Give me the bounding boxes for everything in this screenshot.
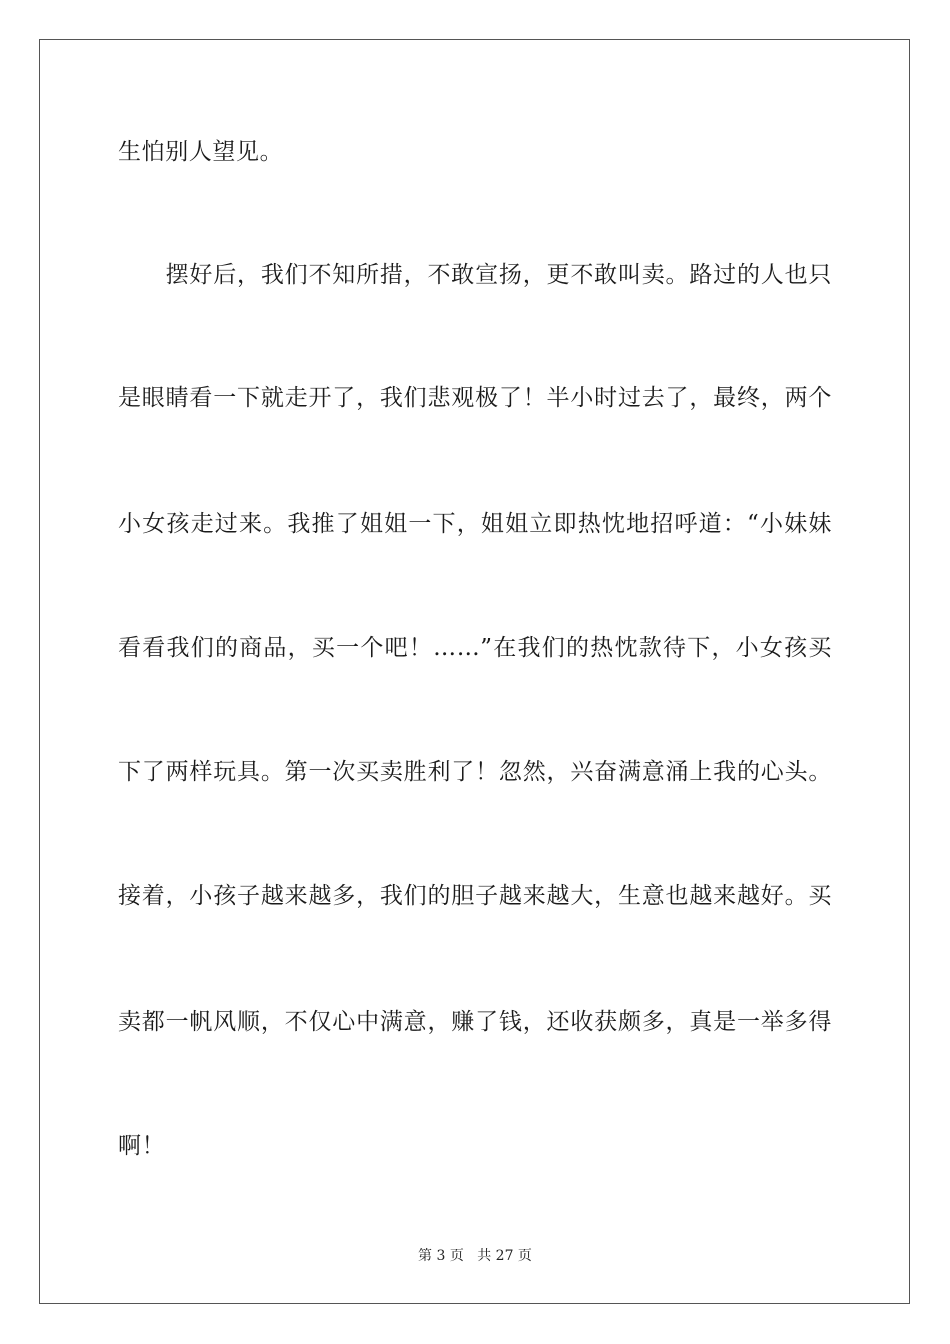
text-line-2: 摆好后，我们不知所措，不敢宣扬，更不敢叫卖。路过的人也只	[118, 262, 832, 288]
text-line-3: 是眼睛看一下就走开了，我们悲观极了！半小时过去了，最终，两个	[118, 385, 832, 411]
page-number: 第 3 页	[418, 1248, 464, 1264]
text-line-6: 下了两样玩具。第一次买卖胜利了！忽然，兴奋满意涌上我的心头。	[118, 759, 832, 785]
text-line-5: 看看我们的商品，买一个吧！……”在我们的热忱款待下，小女孩买	[118, 635, 832, 661]
page-border	[39, 39, 910, 1304]
text-line-9: 啊！	[118, 1133, 166, 1159]
total-pages: 共 27 页	[477, 1248, 532, 1264]
text-line-8: 卖都一帆风顺，不仅心中满意，赚了钱，还收获颇多，真是一举多得	[118, 1009, 832, 1035]
text-line-4: 小女孩走过来。我推了姐姐一下，姐姐立即热忱地招呼道：“小妹妹	[118, 511, 832, 537]
page-footer	[0, 1247, 950, 1265]
text-line-7: 接着，小孩子越来越多，我们的胆子越来越大，生意也越来越好。买	[118, 883, 832, 909]
text-line-1: 生怕别人望见。	[118, 139, 284, 165]
